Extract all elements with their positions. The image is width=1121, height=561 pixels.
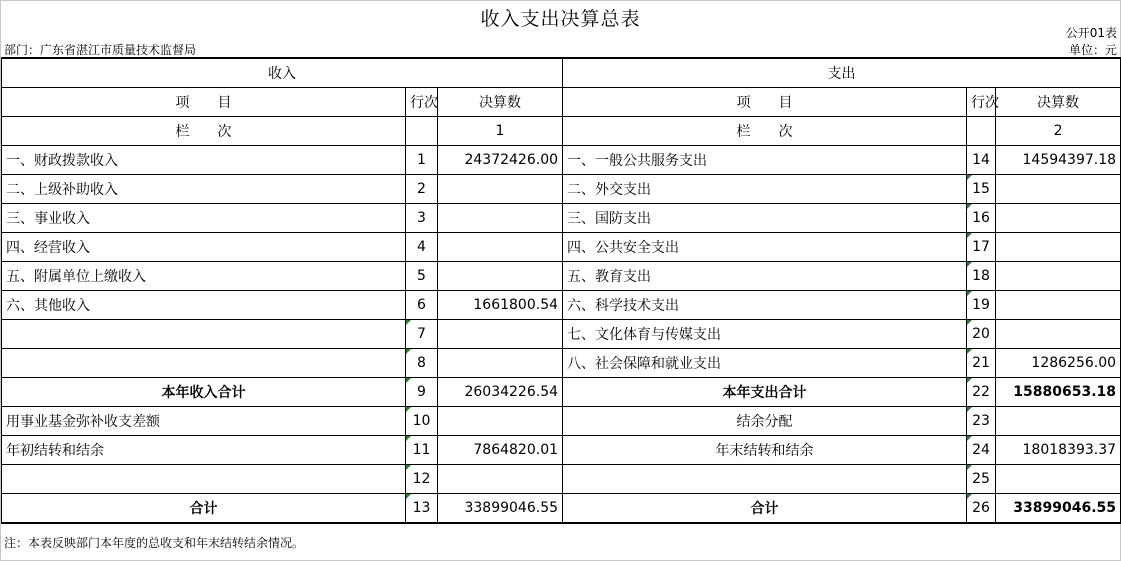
expense-label: 五、教育支出 [563,262,967,291]
expense-amount [996,407,1121,436]
expense-label: 结余分配 [563,407,967,436]
table-row [2,407,1121,436]
table-row [2,465,1121,494]
expense-amount: 33899046.55 [996,494,1121,524]
expense-amount-header: 决算数 [996,88,1121,117]
expense-row-no: 22 [967,378,996,407]
income-label: 二、上级补助收入 [2,175,406,204]
income-amount [438,233,563,262]
expense-amount [996,320,1121,349]
expense-row-no: 14 [967,146,996,175]
income-column-no: 1 [438,117,563,146]
income-item-header: 项 目 [2,88,406,117]
expense-amount [996,262,1121,291]
expense-total-label: 合计 [563,494,967,524]
expense-label: 年末结转和结余 [563,436,967,465]
income-amount: 24372426.00 [438,146,563,175]
income-amount-header: 决算数 [438,88,563,117]
page-title: 收入支出决算总表 [480,8,641,30]
expense-row-no: 25 [967,465,996,494]
income-expense-table [1,57,1121,524]
income-amount: 26034226.54 [438,378,563,407]
expense-amount [996,291,1121,320]
income-amount [438,349,563,378]
income-amount: 1661800.54 [438,291,563,320]
expense-row-no: 15 [967,175,996,204]
expense-amount: 15880653.18 [996,378,1121,407]
table-row [2,204,1121,233]
expense-row-no: 20 [967,320,996,349]
income-amount [438,175,563,204]
income-row-no: 7 [406,320,438,349]
expense-amount [996,175,1121,204]
income-row-no: 6 [406,291,438,320]
expense-rowno-header: 行次 [967,88,996,117]
income-column-label: 栏 次 [2,117,406,146]
expense-subtotal-label: 本年支出合计 [563,378,967,407]
income-row-no: 8 [406,349,438,378]
expense-column-no: 2 [996,117,1121,146]
income-label: 一、财政拨款收入 [2,146,406,175]
expense-label: 四、公共安全支出 [563,233,967,262]
table-row [2,262,1121,291]
income-label: 年初结转和结余 [2,436,406,465]
income-label [2,349,406,378]
income-label [2,320,406,349]
form-code: 公开01表 [1065,26,1117,40]
expense-row-no: 23 [967,407,996,436]
expense-column-label: 栏 次 [563,117,967,146]
expense-row-no: 26 [967,494,996,524]
expense-item-header: 项 目 [563,88,967,117]
income-label [2,465,406,494]
footnote: 注：本表反映部门本年度的总收支和年末结转结余情况。 [4,536,305,550]
expense-amount [996,204,1121,233]
income-label: 五、附属单位上缴收入 [2,262,406,291]
table-row [2,349,1121,378]
income-row-no: 1 [406,146,438,175]
expense-label [563,465,967,494]
expense-row-no: 24 [967,436,996,465]
income-row-no: 13 [406,494,438,524]
income-row-no: 5 [406,262,438,291]
expense-label: 八、社会保障和就业支出 [563,349,967,378]
expense-row-no: 19 [967,291,996,320]
income-subtotal-label: 本年收入合计 [2,378,406,407]
income-rowno-header: 行次 [406,88,438,117]
income-row-no: 11 [406,436,438,465]
expense-amount [996,465,1121,494]
expense-row-no: 17 [967,233,996,262]
expense-amount: 14594397.18 [996,146,1121,175]
income-amount [438,204,563,233]
income-row-no: 2 [406,175,438,204]
expense-header: 支出 [563,58,1121,88]
income-label: 用事业基金弥补收支差额 [2,407,406,436]
expense-row-no: 18 [967,262,996,291]
income-total-label: 合计 [2,494,406,524]
expense-amount: 1286256.00 [996,349,1121,378]
table-row [2,320,1121,349]
department-label: 部门：广东省湛江市质量技术监督局 [4,43,197,57]
income-column-rowno [406,117,438,146]
income-row-no: 4 [406,233,438,262]
table-row [2,175,1121,204]
expense-row-no: 16 [967,204,996,233]
expense-label: 一、一般公共服务支出 [563,146,967,175]
expense-column-rowno [967,117,996,146]
income-row-no: 12 [406,465,438,494]
expense-label: 二、外交支出 [563,175,967,204]
table-row [2,436,1121,465]
income-amount: 33899046.55 [438,494,563,524]
table-row [2,378,1121,407]
income-label: 四、经营收入 [2,233,406,262]
income-label: 三、事业收入 [2,204,406,233]
expense-amount [996,233,1121,262]
income-amount [438,407,563,436]
expense-label: 七、文化体育与传媒支出 [563,320,967,349]
income-header: 收入 [2,58,563,88]
income-row-no: 3 [406,204,438,233]
income-amount [438,465,563,494]
table-row [2,233,1121,262]
income-row-no: 10 [406,407,438,436]
unit-label: 单位：元 [1068,43,1117,57]
income-amount [438,320,563,349]
table-row [2,494,1121,524]
expense-label: 六、科学技术支出 [563,291,967,320]
expense-label: 三、国防支出 [563,204,967,233]
expense-row-no: 21 [967,349,996,378]
income-label: 六、其他收入 [2,291,406,320]
expense-amount: 18018393.37 [996,436,1121,465]
income-row-no: 9 [406,378,438,407]
table-row [2,146,1121,175]
income-amount: 7864820.01 [438,436,563,465]
income-amount [438,262,563,291]
table-row [2,291,1121,320]
